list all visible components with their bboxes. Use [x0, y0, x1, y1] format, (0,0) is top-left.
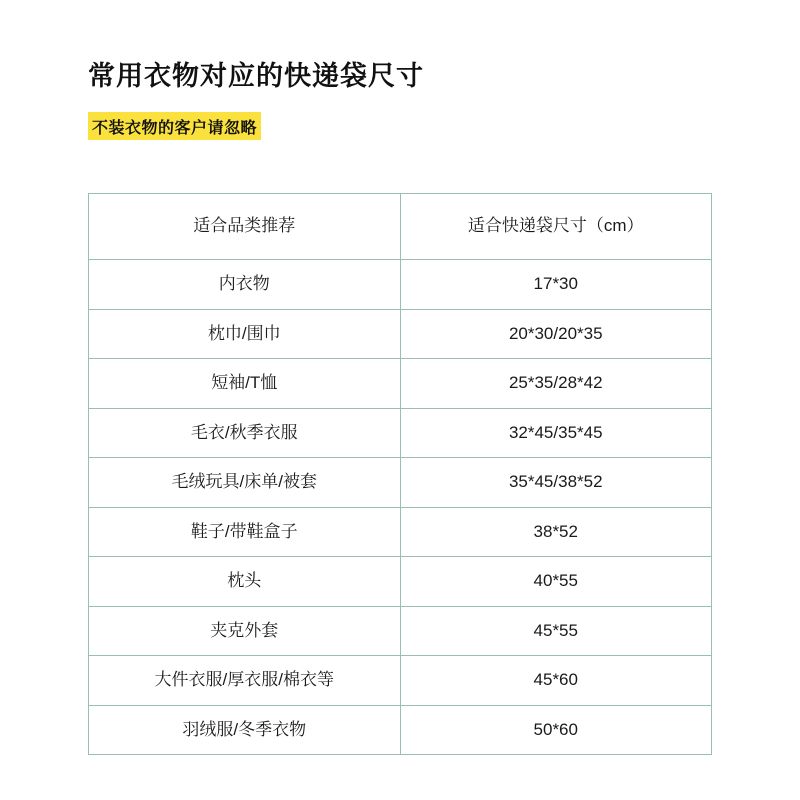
table-row: [89, 408, 712, 458]
cell-size: 17*30: [400, 260, 712, 310]
page-title: 常用衣物对应的快递袋尺寸: [88, 61, 424, 91]
table-row: [89, 705, 712, 755]
cell-category: 短袖/T恤: [89, 359, 401, 409]
cell-category: 鞋子/带鞋盒子: [89, 507, 401, 557]
cell-category: 枕头: [89, 557, 401, 607]
subtitle-container: [88, 112, 261, 140]
table-header-size: 适合快递袋尺寸（cm）: [400, 194, 712, 260]
subtitle-highlight: 不装衣物的客户请忽略: [88, 112, 261, 140]
table-row: [89, 309, 712, 359]
cell-category: 夹克外套: [89, 606, 401, 656]
cell-size: 38*52: [400, 507, 712, 557]
cell-category: 枕巾/围巾: [89, 309, 401, 359]
table-row: [89, 507, 712, 557]
cell-size: 25*35/28*42: [400, 359, 712, 409]
cell-category: 大件衣服/厚衣服/棉衣等: [89, 656, 401, 706]
cell-size: 50*60: [400, 705, 712, 755]
table-row: [89, 606, 712, 656]
cell-category: 羽绒服/冬季衣物: [89, 705, 401, 755]
table-row: [89, 260, 712, 310]
size-table: [88, 193, 712, 755]
cell-size: 45*60: [400, 656, 712, 706]
cell-category: 毛绒玩具/床单/被套: [89, 458, 401, 508]
table-row: [89, 359, 712, 409]
table-row: [89, 458, 712, 508]
cell-size: 35*45/38*52: [400, 458, 712, 508]
cell-category: 毛衣/秋季衣服: [89, 408, 401, 458]
cell-size: 32*45/35*45: [400, 408, 712, 458]
cell-category: 内衣物: [89, 260, 401, 310]
table-row: [89, 557, 712, 607]
cell-size: 45*55: [400, 606, 712, 656]
cell-size: 40*55: [400, 557, 712, 607]
table-row: [89, 656, 712, 706]
table-header-category: 适合品类推荐: [89, 194, 401, 260]
cell-size: 20*30/20*35: [400, 309, 712, 359]
table-header-row: [89, 194, 712, 260]
